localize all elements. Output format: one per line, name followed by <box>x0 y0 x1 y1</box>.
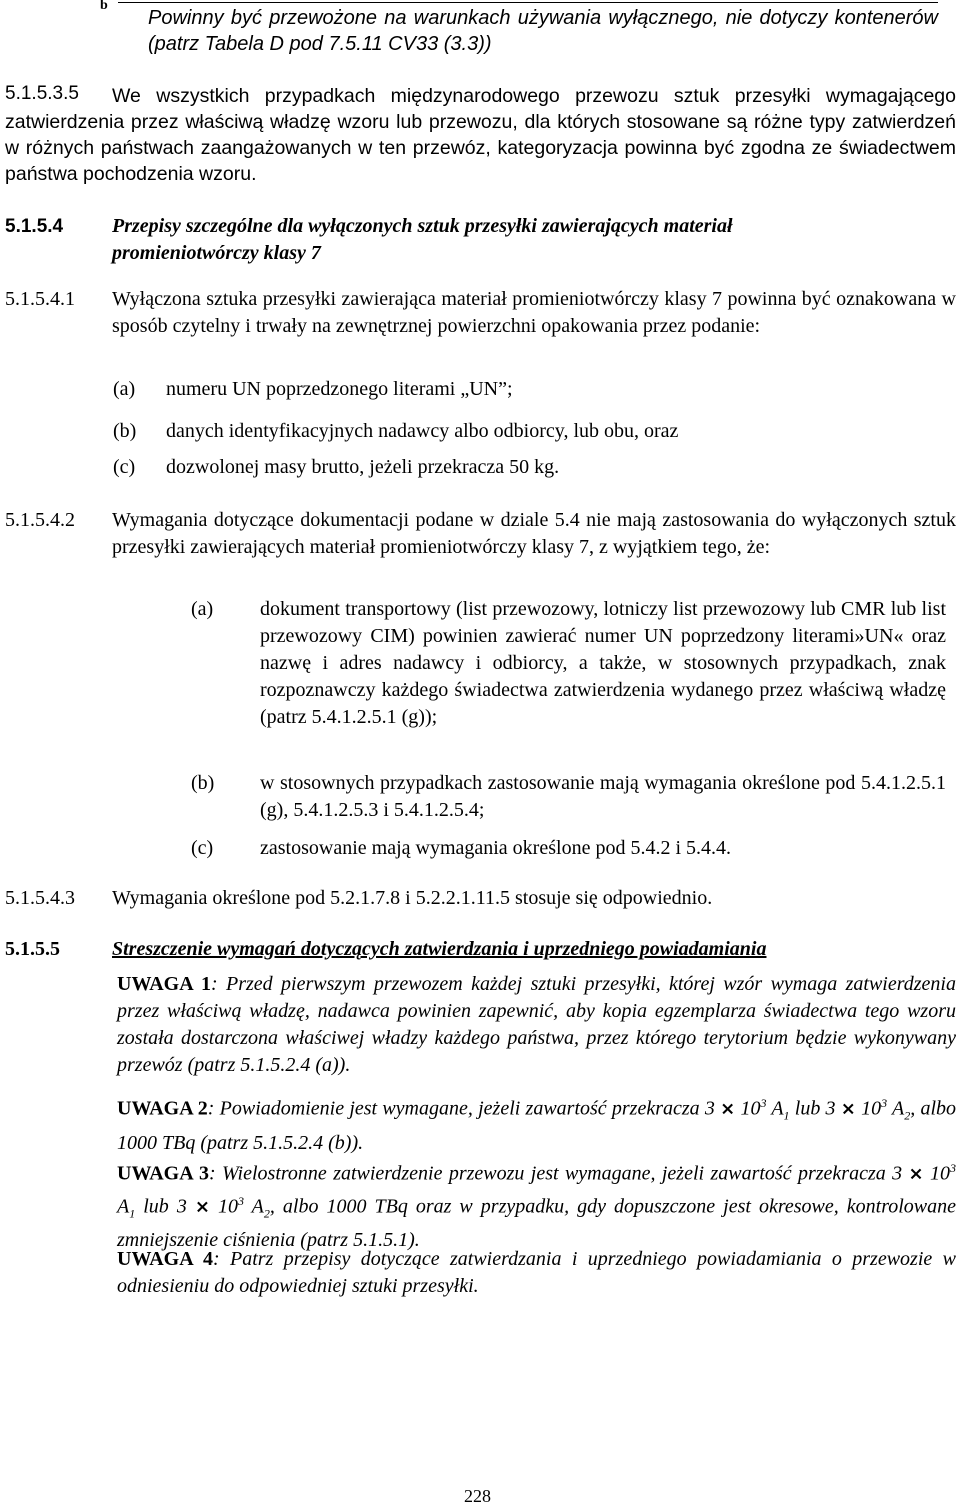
note-head: UWAGA 3 <box>117 1162 209 1185</box>
note-3: UWAGA 3: Wielostronne zatwierdzenie przewozu jest wymagane, jeżeli zawartość przekracza $3 \times 10^3$ $A_1$ lub $3 \times 10^3$ $A_2$, albo 1000 TBq oraz w przypadku, gdy dopuszczone jest okresowe, kontrolowane zmniejszenie ciśnienia (patrz 5.1.5.1). <box>117 1161 957 1252</box>
note-1 <box>117 971 956 1079</box>
footnote-text: Powinny być przewożone na warunkach używania wyłącznego, nie dotyczy kontenerów (patrz Tabela D pod 7.5.11 CV33 (3.3)) <box>148 7 938 55</box>
section-number: 5.1.5.3.5 <box>5 83 79 104</box>
list-item-label: (c) <box>113 456 136 478</box>
list-item: numeru UN poprzedzonego literami „UN”; <box>166 378 513 400</box>
note-text: : Przed pierwszym przewozem każdej sztuki przesyłki, której wzór wymaga zatwierdzenia przez właściwą władzę, nadawca powinien zapewnić, aby kopia egzemplarza świadectwa tego wzoru została dostarczona właściwej władzy każdego państwa, przez którego terytorium będzie wykonywany przewóz (patrz 5.1.5.2.4 (a)). <box>117 973 956 1076</box>
section-title-5-1-5-5: Streszczenie wymagań dotyczących zatwierdzania i uprzedniego powiadamiania <box>112 938 767 960</box>
section-number: 5.1.5.4.3 <box>5 887 75 909</box>
list-item: dokument transportowy (list przewozowy, lotniczy list przewozowy lub CMR lub list przewozowy CIM) powinien zawierać numer UN poprzedzony literami»UN« oraz nazwę i adres nadawcy i odbiorcy, a także, w stosownych przypadkach, znak rozpoznawczy każdego świadectwa zatwierdzenia wydanego przez właściwą władzę (patrz 5.4.1.2.5.1 (g)); <box>260 598 946 728</box>
multiply-icon: × <box>908 1163 924 1185</box>
list-item: zastosowanie mają wymagania określone pod 5.4.2 i 5.4.4. <box>260 837 731 859</box>
note-4 <box>117 1246 956 1300</box>
note-text: : Patrz przepisy dotyczące zatwierdzania i uprzedniego powiadamiania o przewozie w odniesieniu do odpowiedniej sztuki przesyłki. <box>117 1248 956 1297</box>
section-text-5-1-5-4-2: Wymagania dotyczące dokumentacji podane w dziale 5.4 nie mają zastosowania do wyłączonych sztuk przesyłki zawierających materiał promieniotwórczy klasy 7, z wyjątkiem tego, że: <box>112 509 956 558</box>
list-item: w stosownych przypadkach zastosowanie mają wymagania określone pod 5.4.1.2.5.1 (g), 5.4.1.2.5.3 i 5.4.1.2.5.4; <box>260 772 946 821</box>
note-head: UWAGA 2 <box>117 1097 208 1120</box>
list-item: dozwolonej masy brutto, jeżeli przekracza 50 kg. <box>166 456 560 478</box>
paragraph-5-1-5-3-5: We wszystkich przypadkach międzynarodowego przewozu sztuk przesyłki wymagającego zatwierdzenia przez właściwą władzę wzoru lub przewozu, dla których stosowane są różne typy zatwierdzeń w różnych państwach zaangażowanych w ten przewóz, kategoryzacja powinna być zgodna ze świadectwem państwa pochodzenia wzoru. <box>5 85 956 185</box>
list-item-label: (a) <box>191 598 214 620</box>
footnote-rule <box>118 2 938 3</box>
section-text-5-1-5-4-1: Wyłączona sztuka przesyłki zawierająca materiał promieniotwórczy klasy 7 powinna być oznakowana w sposób czytelny i trwały na zewnętrznej powierzchni opakowania przez podanie: <box>112 288 956 337</box>
multiply-icon: × <box>720 1098 736 1120</box>
list-item-label: (a) <box>113 378 136 400</box>
list-item-label: (c) <box>191 837 214 859</box>
list-item-label: (b) <box>191 772 215 794</box>
section-text-5-1-5-4-3: Wymagania określone pod 5.2.1.7.8 i 5.2.2.1.11.5 stosuje się odpowiednio. <box>112 887 713 909</box>
section-number: 5.1.5.4.1 <box>5 288 75 310</box>
section-title-5-1-5-4: Przepisy szczególne dla wyłączonych sztuk przesyłki zawierających materiał promieniotwórczy klasy 7 <box>112 215 733 264</box>
page-number: 228 <box>464 1486 491 1506</box>
footnote-marker: b <box>100 0 108 13</box>
list-item: danych identyfikacyjnych nadawcy albo odbiorcy, lub obu, oraz <box>166 420 679 442</box>
multiply-icon: × <box>840 1098 856 1120</box>
section-number: 5.1.5.5 <box>5 938 60 960</box>
section-number: 5.1.5.4.2 <box>5 509 75 531</box>
section-number: 5.1.5.4 <box>5 216 64 237</box>
note-head: UWAGA 1 <box>117 973 211 995</box>
multiply-icon: × <box>194 1196 210 1218</box>
note-2: UWAGA 2: Powiadomienie jest wymagane, jeżeli zawartość przekracza $3 \times 10^3$ $A_1$ lub $3 \times 10^3$ $A_2$, albo 1000 TBq (patrz 5.1.5.2.4 (b)). <box>117 1096 957 1154</box>
note-head: UWAGA 4 <box>117 1248 213 1270</box>
list-item-label: (b) <box>113 420 137 442</box>
